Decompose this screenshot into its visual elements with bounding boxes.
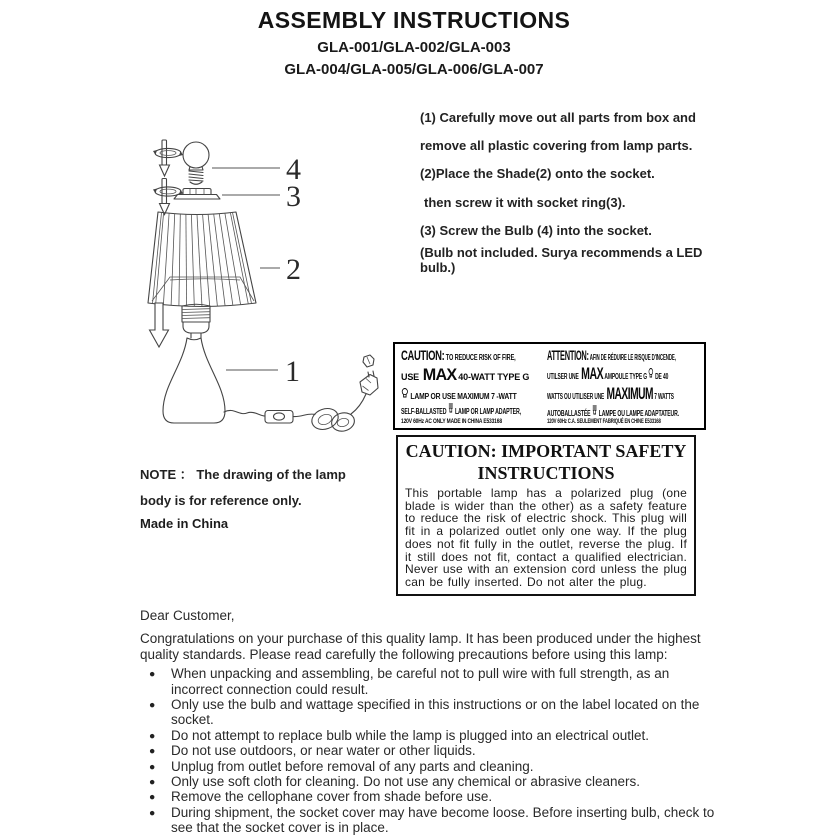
model-numbers-line-1: GLA-001/GLA-002/GLA-003 <box>317 39 511 56</box>
precaution-item: ● Do not attempt to replace bulb while the lamp is plugged into an electrical outlet. <box>140 728 722 743</box>
part-label-shade: 2 <box>286 253 301 286</box>
power-cord-drawing <box>224 355 378 434</box>
bulb-drawing <box>183 142 209 184</box>
model-numbers-line-2: GLA-004/GLA-005/GLA-006/GLA-007 <box>284 61 544 78</box>
safety-body-text: This portable lamp has a polarized plug (one blade is wider than the other) as a safety feature to reduce the risk of electric shock. This plug will fit in a polarized outlet only one way. If the plug does not fit fully in the outlet, reverse the plug. If it still does not fit, contact a qualified electrician. Never use with an extension cord unless the plug can be fully inserted. Do not alter the plug. <box>405 486 687 589</box>
caution-word: CAUTION: <box>401 348 445 363</box>
precaution-item: ● Only use the bulb and wattage specified in this instructions or on the label located on the socket. <box>140 697 722 728</box>
part-label-bulb: 4 <box>286 153 301 186</box>
letter-intro: Congratulations on your purchase of this quality lamp. It has been produced under the highest quality standards. Please read carefully the following precautions before using this lamp: <box>140 631 701 662</box>
caution-label-french: ATTENTION: AFIN DE RÉDUIRE LE RISQUE D'INCENDE, UTILSER UNE MAX AMPOULE TYPE G DE 40 WATTS OU UTILISER UNE MAXIMUM 7 WATTS AUTOBALLASTÉE LAMPE OU LAMPE ADAPTATEUR. 120V 60Hz C.A. SEULEMENT FABRIQUÉ EN CHINE E533168 <box>547 348 679 425</box>
precaution-item: ● Only use soft cloth for cleaning. Do not use any chemical or abrasive cleaners. <box>140 774 722 789</box>
note-line-2: body is for reference only. <box>140 493 302 508</box>
part-label-body: 1 <box>285 355 300 388</box>
step-line: then screw it with socket ring(3). <box>424 195 626 210</box>
screw-rotation-arrow-icon <box>153 140 183 176</box>
screw-rotation-arrow-icon <box>153 179 183 215</box>
lamp-body-drawing <box>163 304 225 423</box>
shade-drawing <box>148 212 256 307</box>
down-arrow-icon <box>150 303 169 347</box>
made-in-china-text: Made in China <box>140 516 229 531</box>
precaution-item: ● Remove the cellophane cover from shade before use. <box>140 789 722 804</box>
safety-title-line-1: CAUTION: IMPORTANT SAFETY <box>405 441 687 461</box>
bulb-icon <box>648 368 654 379</box>
step-line: (Bulb not included. Surya recommends a LED bulb.) <box>420 245 703 275</box>
step-line: (2)Place the Shade(2) onto the socket. <box>420 166 655 181</box>
attention-word: ATTENTION: <box>547 348 589 363</box>
salutation: Dear Customer, <box>140 608 235 623</box>
step-line: (3) Screw the Bulb (4) into the socket. <box>420 223 652 238</box>
bulb-icon <box>401 388 409 399</box>
caution-label-english: CAUTION: TO REDUCE RISK OF FIRE, USE MAX 40-WATT TYPE G LAMP OR USE MAXIMUM 7 -WATT SELF-BALLASTED LAMP OR LAMP ADAPTER, 120V 60Hz AC ONLY MADE IN CHINA E533168 <box>401 348 530 425</box>
part-label-socket-ring: 3 <box>286 180 301 213</box>
precaution-item: ● Do not use outdoors, or near water or other liquids. <box>140 743 722 758</box>
precautions-list <box>140 666 722 835</box>
precaution-item: ● During shipment, the socket cover may have become loose. Before inserting bulb, check to see that the socket cover is in place. <box>140 805 722 836</box>
note-line-1: NOTE ： The drawing of the lamp <box>140 467 346 482</box>
plug-drawing <box>360 355 378 395</box>
step-line: (1) Carefully move out all parts from box and <box>420 110 696 125</box>
assembly-steps <box>420 0 732 300</box>
lamp-assembly-diagram <box>130 120 390 450</box>
cfl-bulb-icon <box>592 405 598 416</box>
reference-note <box>140 462 346 514</box>
safety-title-line-2: INSTRUCTIONS <box>477 463 615 483</box>
precaution-item: ● When unpacking and assembling, be careful not to pull wire with full strength, as an incorrect connection could result. <box>140 666 722 697</box>
rating-caution-label <box>393 342 706 430</box>
page-title: ASSEMBLY INSTRUCTIONS <box>257 7 571 33</box>
cfl-bulb-icon <box>448 403 454 414</box>
step-line: remove all plastic covering from lamp parts. <box>420 138 693 153</box>
precaution-item: ● Unplug from outlet before removal of any parts and cleaning. <box>140 759 722 774</box>
customer-letter <box>140 608 722 836</box>
safety-instructions-box <box>396 435 696 596</box>
